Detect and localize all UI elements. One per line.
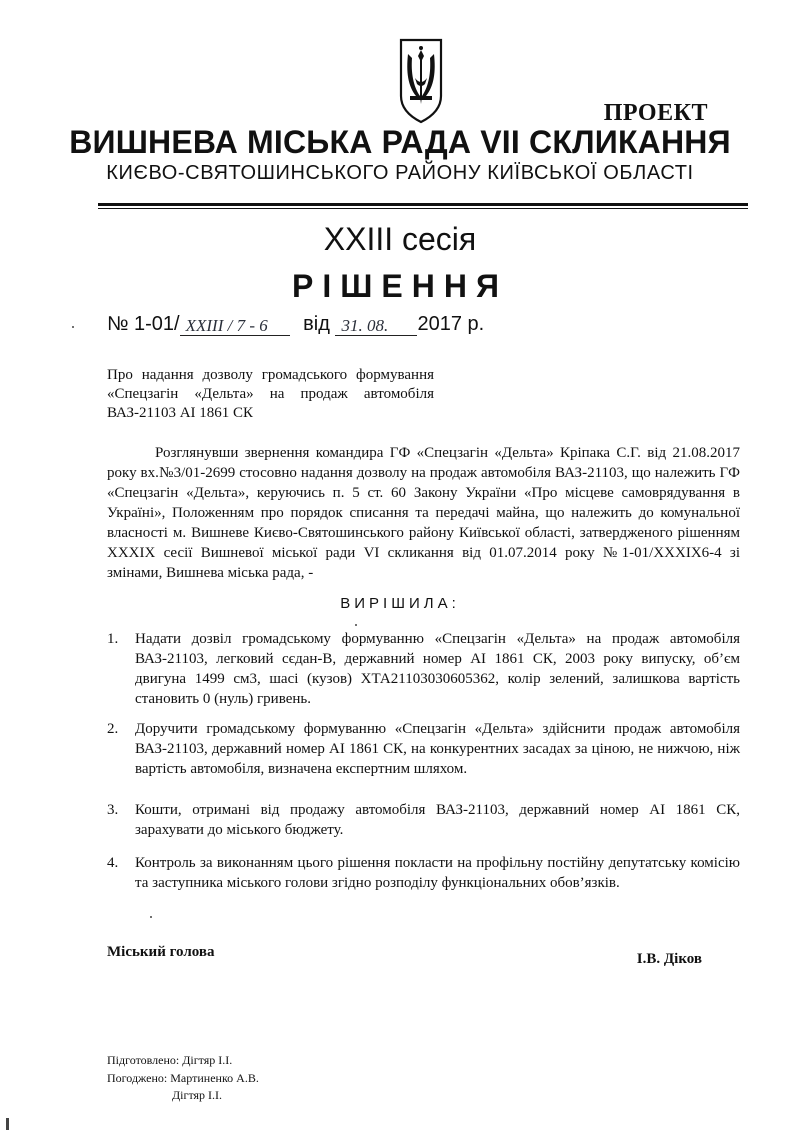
decision-subject: Про надання дозволу громадського формування «Спецзагін «Дельта» на продаж автомобіля ВАЗ-21103 АІ 1861 СК bbox=[107, 367, 434, 421]
scan-speck bbox=[355, 624, 357, 626]
signature-name: І.В. Діков bbox=[636, 951, 702, 967]
item-text: Надати дозвіл громадському формуванню «Спецзагін «Дельта» на продаж автомобіля ВАЗ-21103, легковий сєдан-В, державний номер АІ 1861 СК, 2003 року випуску, об’єм двигуна 1499 см3, шасі (кузов) ХТА21103030605362, колір зелений, залишкова вартість становить 0 (нуль) гривень. bbox=[135, 631, 740, 707]
handwritten-date: 31. 08. bbox=[341, 316, 389, 335]
header-rule-thick bbox=[98, 203, 748, 206]
agreed-by-second: Дігтяр І.І. bbox=[172, 1088, 223, 1102]
signature-title: Міський голова bbox=[107, 944, 215, 960]
scan-speck bbox=[72, 326, 74, 328]
handwritten-number: XXIII / 7 - 6 bbox=[185, 316, 268, 335]
item-number: 4. bbox=[107, 855, 119, 871]
district-name: КИЄВО-СВЯТОШИНСЬКОГО РАЙОНУ КИЇВСЬКОЇ ОБЛАСТІ bbox=[106, 162, 694, 184]
scan-edge-mark bbox=[6, 1118, 9, 1130]
decision-item bbox=[107, 853, 740, 893]
decision-title: РІШЕННЯ bbox=[292, 268, 508, 304]
number-field bbox=[180, 313, 290, 336]
prepared-by: Підготовлено: Дігтяр І.І. bbox=[107, 1053, 233, 1067]
session-title: XXIII сесія bbox=[323, 221, 477, 257]
item-text: Кошти, отримані від продажу автомобіля ВАЗ-21103, державний номер АІ 1861 СК, зарахувати до міського бюджету. bbox=[135, 802, 740, 838]
item-text: Доручити громадському формуванню «Спецзагін «Дельта» здійснити продаж автомобіля ВАЗ-21103, державний номер АІ 1861 СК, на конкурентних засадах за ціною, не нижчою, ніж вартість автомобіля, визначена експертним шляхом. bbox=[135, 721, 740, 777]
resolved-heading: ВИРІШИЛА: bbox=[340, 595, 460, 612]
council-name: ВИШНЕВА МІСЬКА РАДА VII СКЛИКАННЯ bbox=[69, 124, 731, 160]
decision-item bbox=[107, 629, 740, 709]
item-number: 3. bbox=[107, 802, 119, 818]
decision-item bbox=[107, 800, 740, 840]
trident-coat-of-arms-icon bbox=[398, 38, 444, 124]
date-field bbox=[335, 313, 417, 336]
decision-number-line bbox=[107, 313, 484, 336]
scan-speck bbox=[150, 916, 152, 918]
header-rule-thin bbox=[98, 208, 748, 209]
decision-item bbox=[107, 719, 740, 779]
item-text: Контроль за виконанням цього рішення покласти на профільну постійну депутатську комісію та заступника міського голови згідно розподілу функціональних обов’язків. bbox=[135, 855, 740, 891]
date-prefix: від bbox=[303, 313, 330, 335]
item-number: 2. bbox=[107, 721, 119, 737]
number-prefix: № 1-01/ bbox=[107, 313, 180, 335]
project-label: ПРОЕКТ bbox=[603, 100, 708, 126]
decision-year: 2017 р. bbox=[417, 313, 485, 335]
item-number: 1. bbox=[107, 631, 119, 647]
preamble-paragraph: Розглянувши звернення командира ГФ «Спецзагін «Дельта» Кріпака С.Г. від 21.08.2017 року вх.№3/01-2699 стосовно надання дозволу на продаж автомобіля ВАЗ-21103, що належить ГФ «Спецзагін «Дельта», керуючись п. 5 ст. 60 Закону України «Про місцеве самоврядування в Україні», Положенням про порядок списання та передачі майна, що належить до комунальної власності м. Вишневе Києво-Святошинського району Київської області, затвердженого рішенням XXXIX сесії Вишневої міської ради VI скликання від 01.07.2014 року №1-01/XXXIX6-4 зі змінами, Вишнева міська рада, - bbox=[107, 445, 740, 581]
agreed-by: Погоджено: Мартиненко А.В. bbox=[107, 1071, 259, 1085]
